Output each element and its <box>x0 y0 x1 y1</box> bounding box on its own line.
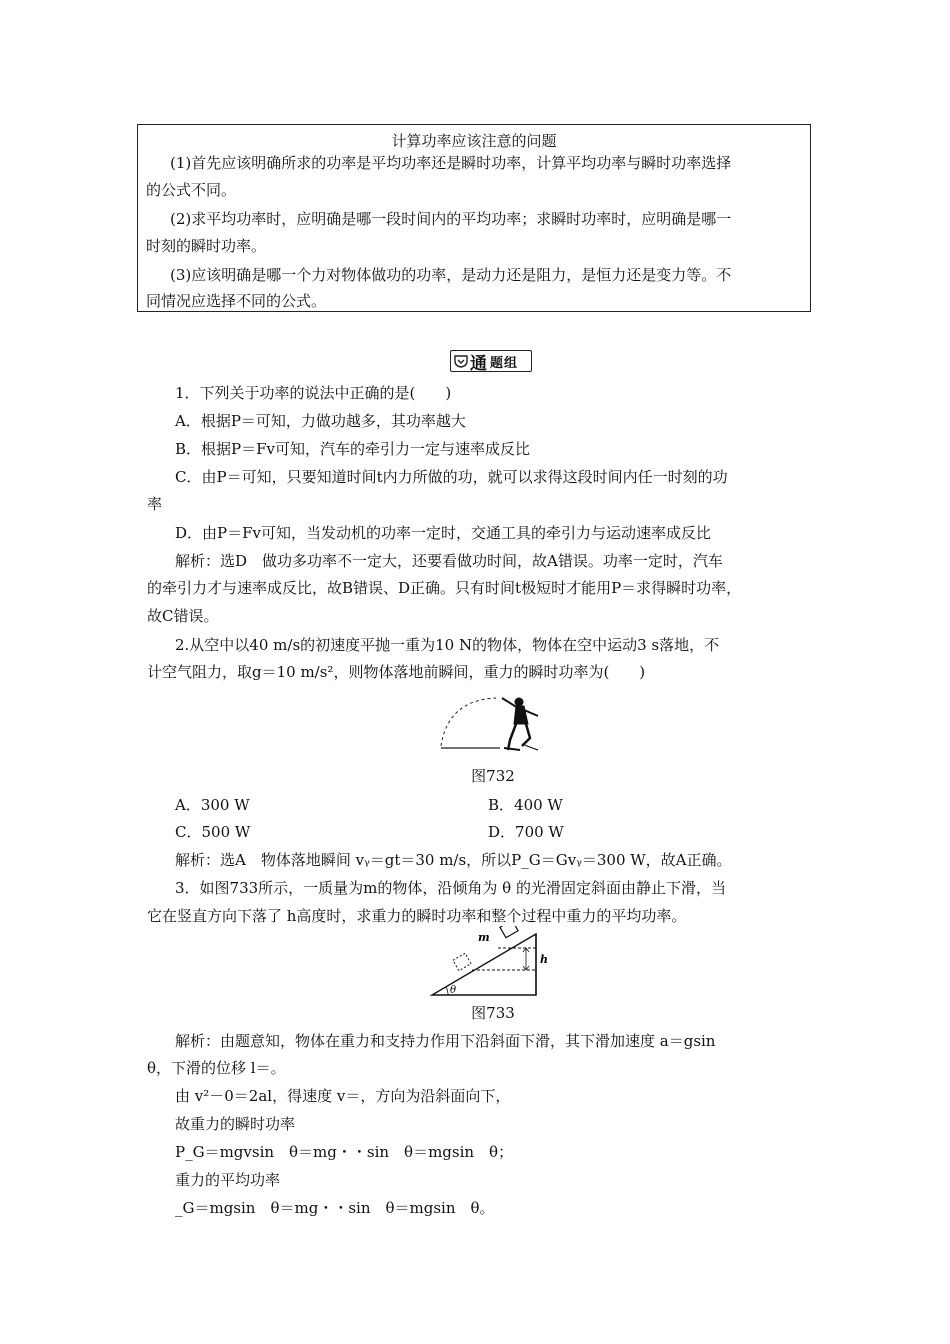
section-badge <box>450 350 532 372</box>
q2-option-b: B．400 W <box>488 796 563 814</box>
q3-solution-line5: P_G＝mgvsin θ＝mg・・sin θ＝mgsin θ； <box>175 1143 514 1161</box>
label-theta: θ <box>450 985 457 996</box>
note-p2-line2: 时刻的瞬时功率。 <box>146 237 267 255</box>
q1-option-c-line2: 率 <box>147 495 163 513</box>
q2-stem-line1: 2.从空中以40 m/s的初速度平抛一重为10 N的物体，物体在空中运动3 s落地，不 <box>175 636 720 654</box>
q3-stem-line2: 它在竖直方向下落了 h高度时，求重力的瞬时功率和整个过程中重力的平均功率。 <box>147 907 687 925</box>
block-lower-dashed <box>453 953 471 970</box>
q2-stem-line2: 计空气阻力，取g＝10 m/s²，则物体落地前瞬间，重力的瞬时功率为( ) <box>147 663 646 681</box>
q3-solution-line2: θ，下滑的位移 l＝。 <box>147 1059 286 1077</box>
figure-733 <box>428 926 552 998</box>
note-p1-line1: (1)首先应该明确所求的功率是平均功率还是瞬时功率，计算平均功率与瞬时功率选择 <box>170 154 732 172</box>
figure-732 <box>438 688 550 754</box>
q1-answer-line2: 的牵引力才与速率成反比，故B错误、D正确。只有时间t极短时才能用P＝求得瞬时功率， <box>147 579 742 597</box>
q3-solution-line3: 由 v²－0＝2al，得速度 v＝，方向为沿斜面向下， <box>175 1087 511 1105</box>
q1-stem: 1．下列关于功率的说法中正确的是( ) <box>175 384 452 402</box>
q1-option-c-line1: C．由P＝可知，只要知道时间t内力所做的功，就可以求得这段时间内任一时刻的功 <box>175 468 728 486</box>
q1-answer-line1: 解析：选D 做功多功率不一定大，还要看做功时间，故A错误。功率一定时，汽车 <box>175 552 723 570</box>
q1-answer-line3: 故C错误。 <box>147 607 219 625</box>
q3-solution-line1: 解析：由题意知，物体在重力和支持力作用下沿斜面下滑，其下滑加速度 a＝gsin <box>175 1032 716 1050</box>
q1-option-d: D．由P＝Fv可知，当发动机的功率一定时，交通工具的牵引力与运动速率成反比 <box>175 524 712 542</box>
figure-732-caption: 图732 <box>471 767 515 785</box>
note-p3-line2: 同情况应选择不同的公式。 <box>146 292 327 310</box>
trajectory-path <box>441 698 496 746</box>
q1-option-a: A．根据P＝可知，力做功越多，其功率越大 <box>175 412 466 430</box>
q3-stem-line1: 3．如图733所示，一质量为m的物体，沿倾角为 θ 的光滑固定斜面由静止下滑，当 <box>175 879 726 897</box>
label-m: m <box>478 931 490 944</box>
q2-option-a: A．300 W <box>175 796 250 814</box>
note-p2-line1: (2)求平均功率时，应明确是哪一段时间内的平均功率；求瞬时功率时，应明确是哪一 <box>170 210 732 228</box>
thrower-figure <box>502 698 538 750</box>
q1-option-b: B．根据P＝Fv可知，汽车的牵引力一定与速率成反比 <box>175 440 530 458</box>
note-p3-line1: (3)应该明确是哪一个力对物体做功的功率，是动力还是阻力，是恒力还是变力等。不 <box>170 266 732 284</box>
q3-solution-line7: _G＝mgsin θ＝mg・・sin θ＝mgsin θ。 <box>175 1199 495 1217</box>
block-top <box>500 926 518 938</box>
q2-option-d: D．700 W <box>488 823 564 841</box>
label-h: h <box>540 953 548 966</box>
shield-icon <box>454 354 468 368</box>
q2-option-c: C．500 W <box>175 823 251 841</box>
figure-733-caption: 图733 <box>471 1004 515 1022</box>
badge-small: 题组 <box>490 355 519 371</box>
note-title: 计算功率应该注意的问题 <box>391 132 557 150</box>
note-box <box>137 124 811 312</box>
angle-arc <box>446 987 448 995</box>
q3-solution-line6: 重力的平均功率 <box>175 1171 281 1189</box>
q3-solution-line4: 故重力的瞬时功率 <box>175 1115 296 1133</box>
note-p1-line2: 的公式不同。 <box>146 181 237 199</box>
badge-big: 通 <box>470 353 487 374</box>
q2-answer: 解析：选A 物体落地瞬间 vᵧ＝gt＝30 m/s，所以P_G＝Gvᵧ＝300 W，故A正确。 <box>175 851 732 869</box>
